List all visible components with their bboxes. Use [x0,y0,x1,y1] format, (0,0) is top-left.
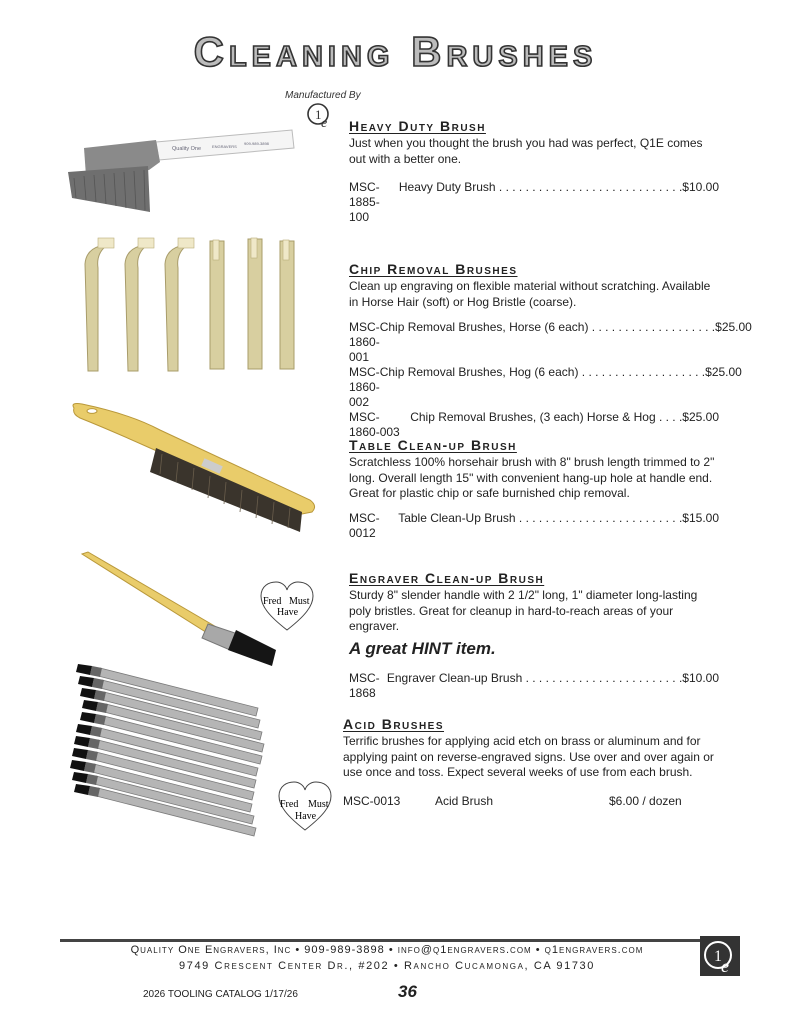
section-title: Engraver Clean-up Brush [349,570,545,586]
brush-handle-phone: 909-989-3898 [244,141,269,146]
page-number: 36 [398,982,417,1001]
heart-text-must: Must [308,799,329,810]
product-code: MSC-1860-003 [349,410,400,439]
product-row [349,671,719,701]
product-code: MSC-0012 [349,510,380,540]
svg-text:e: e [721,956,729,976]
product-row [343,794,719,809]
product-code: MSC-1868 [349,670,380,700]
product-code: MSC-1885-100 [349,180,380,224]
heart-text-have: Have [277,607,299,618]
footer-address-line: 9749 Crescent Center Dr., #202 • Rancho Cucamonga, CA 91730 [179,960,595,972]
product-name: Chip Removal Brushes, (3 each) Horse & Hog . . . . [410,410,683,424]
product-price: $6.00 / dozen [609,793,682,808]
section-title: Heavy Duty Brush [349,118,486,134]
heart-text-fred: Fred [280,799,299,810]
brush-handle-word: ENGRAVERS [212,144,237,149]
product-name: Chip Removal Brushes, Hog (6 each) . . . . . . . . . . . . . . . . . . . [379,365,706,379]
section-acid-brushes [343,716,719,809]
brush-handle-brand: Quality One [172,146,202,152]
footer-contact-line: Quality One Engravers, Inc • 909-989-3898 • info@q1engravers.com • q1engravers.com [130,944,644,956]
product-price: $25.00 [705,365,742,379]
product-price: $15.00 [682,510,719,525]
q1e-logo [700,936,740,976]
catalog-label: 2026 TOOLING CATALOG 1/17/26 [143,989,298,1000]
section-description: Sturdy 8" slender handle with 2 1/2" long, 1" diameter long-lasting poly bristles. Great for cleanup in hard-to-reach areas of your engraver. [349,588,698,633]
heart-text-have: Have [295,811,317,822]
product-code: MSC-0013 [343,793,401,808]
acid-brushes-image [72,664,268,842]
product-row [349,410,719,440]
manufactured-by-label: Manufactured By [285,90,361,101]
fred-must-have-heart-badge [259,580,315,632]
svg-text:1: 1 [714,948,722,965]
product-code: MSC-1860-001 [349,320,380,364]
section-description: Terrific brushes for applying acid etch on brass or aluminum and for applying paint on reverse-engraved signs. Use over and over again or use once and toss. Expect several weeks of use from each brush. [343,734,714,779]
engraver-clean-up-brush-image [78,550,283,670]
product-row [349,365,742,410]
section-heavy-duty-brush [349,118,719,225]
product-name: Chip Removal Brushes, Horse (6 each) . . . . . . . . . . . . . . . . . . . [379,320,716,334]
product-price: $10.00 [682,670,719,685]
product-name: Table Clean-Up Brush . . . . . . . . . . . . . . . . . . . . . . . . . [398,510,683,525]
chip-removal-brushes-image [80,236,310,376]
section-engraver-clean-up-brush [349,570,719,701]
q1e-logo-small [305,100,335,130]
section-description: Clean up engraving on flexible material without scratching. Available in Horse Hair (soft) or Hog Bristle (coarse). [349,279,711,309]
section-title: Table Clean-up Brush [349,437,517,453]
product-name: Acid Brush [435,793,494,808]
heavy-duty-brush-image [64,120,296,215]
heart-text-fred: Fred [263,596,282,607]
heart-text-must: Must [289,596,310,607]
product-price: $25.00 [682,410,719,424]
product-price: $25.00 [715,320,752,334]
fred-must-have-heart-badge-2 [277,780,333,832]
hint-callout: A great HINT item. [349,638,496,658]
svg-text:e: e [321,116,328,131]
product-price: $10.00 [682,180,719,194]
product-row [349,320,752,365]
section-description: Scratchless 100% horsehair brush with 8" brush length trimmed to 2" long. Overall length 15" with convenient hang-up hole at handle end. Great for plastic chip or safe burnished chip removal. [349,455,715,500]
svg-text:1: 1 [315,107,322,122]
product-code: MSC-1860-002 [349,365,380,409]
page-title: Cleaning Brushes [193,28,598,75]
product-name: Engraver Clean-up Brush . . . . . . . . . . . . . . . . . . . . . . . . [386,670,683,685]
product-row [349,180,719,225]
section-description: Just when you thought the brush you had was perfect, Q1E comes out with a better one. [349,136,703,166]
section-title: Acid Brushes [343,716,445,732]
product-row [349,511,719,541]
table-clean-up-brush-image [70,400,320,540]
product-name: Heavy Duty Brush . . . . . . . . . . . . . . . . . . . . . . . . . . . . [398,180,683,194]
section-chip-removal-brushes [349,261,752,440]
section-title: Chip Removal Brushes [349,261,518,277]
section-table-clean-up-brush [349,437,719,541]
footer-divider [60,939,700,942]
